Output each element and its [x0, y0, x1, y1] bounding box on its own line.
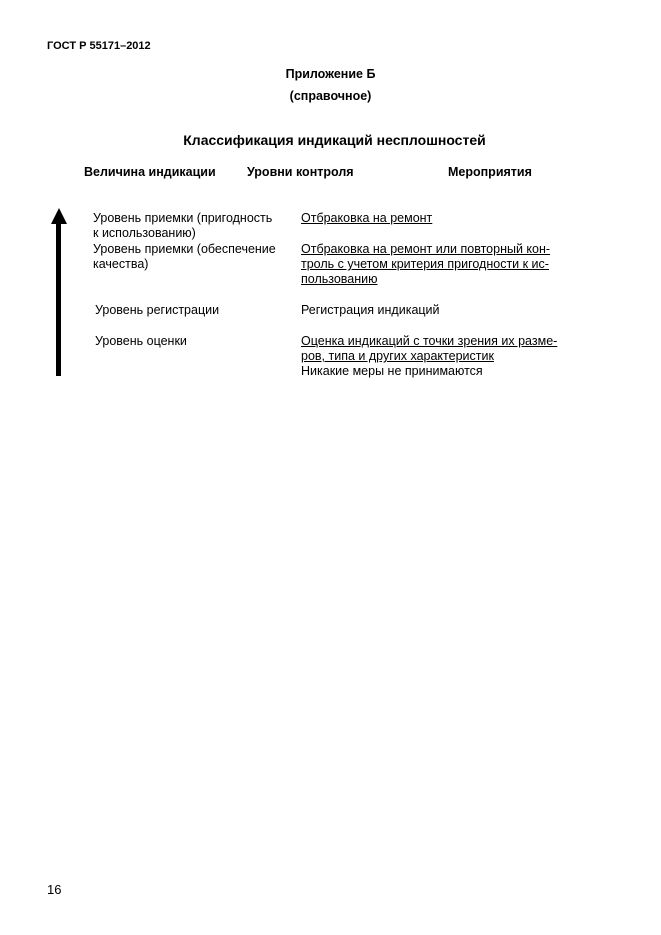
section-title: Классификация индикаций несплошностей: [183, 132, 486, 148]
document-code: ГОСТ Р 55171–2012: [47, 40, 151, 52]
level-cell: [93, 242, 276, 272]
page-number: 16: [47, 882, 62, 897]
measure-cell: [301, 303, 440, 318]
measure-text-line: пользованию: [301, 272, 378, 286]
level-text-line: Уровень приемки (обеспечение: [93, 242, 276, 256]
level-cell: [95, 303, 219, 318]
measure-text-line: Отбраковка на ремонт: [301, 211, 433, 225]
measure-cell: [301, 211, 432, 226]
measure-cell: [301, 242, 550, 287]
appendix-subtitle: (справочное): [289, 89, 372, 103]
increasing-magnitude-arrow-icon: [51, 208, 67, 376]
column-header-magnitude: Величина индикации: [84, 165, 216, 179]
final-note: Никакие меры не принимаются: [301, 364, 483, 378]
column-header-measures: Мероприятия: [448, 165, 532, 179]
level-text-line: Уровень регистрации: [95, 303, 220, 317]
measure-text-line: ров, типа и других характеристик: [301, 349, 494, 363]
appendix-title: Приложение Б: [285, 67, 376, 81]
measure-text-line: Отбраковка на ремонт или повторный кон-: [301, 242, 551, 256]
measure-text-line: Регистрация индикаций: [301, 303, 440, 317]
measure-text-line: Оценка индикаций с точки зрения их разме-: [301, 334, 558, 348]
level-text-line: к использованию): [93, 226, 196, 240]
level-cell: [95, 334, 187, 349]
level-text-line: качества): [93, 257, 149, 271]
level-text-line: Уровень оценки: [95, 334, 187, 348]
level-cell: [93, 211, 272, 241]
column-header-levels: Уровни контроля: [247, 165, 354, 179]
measure-cell: [301, 334, 557, 364]
measure-text-line: троль с учетом критерия пригодности к ис-: [301, 257, 549, 271]
level-text-line: Уровень приемки (пригодность: [93, 211, 273, 225]
